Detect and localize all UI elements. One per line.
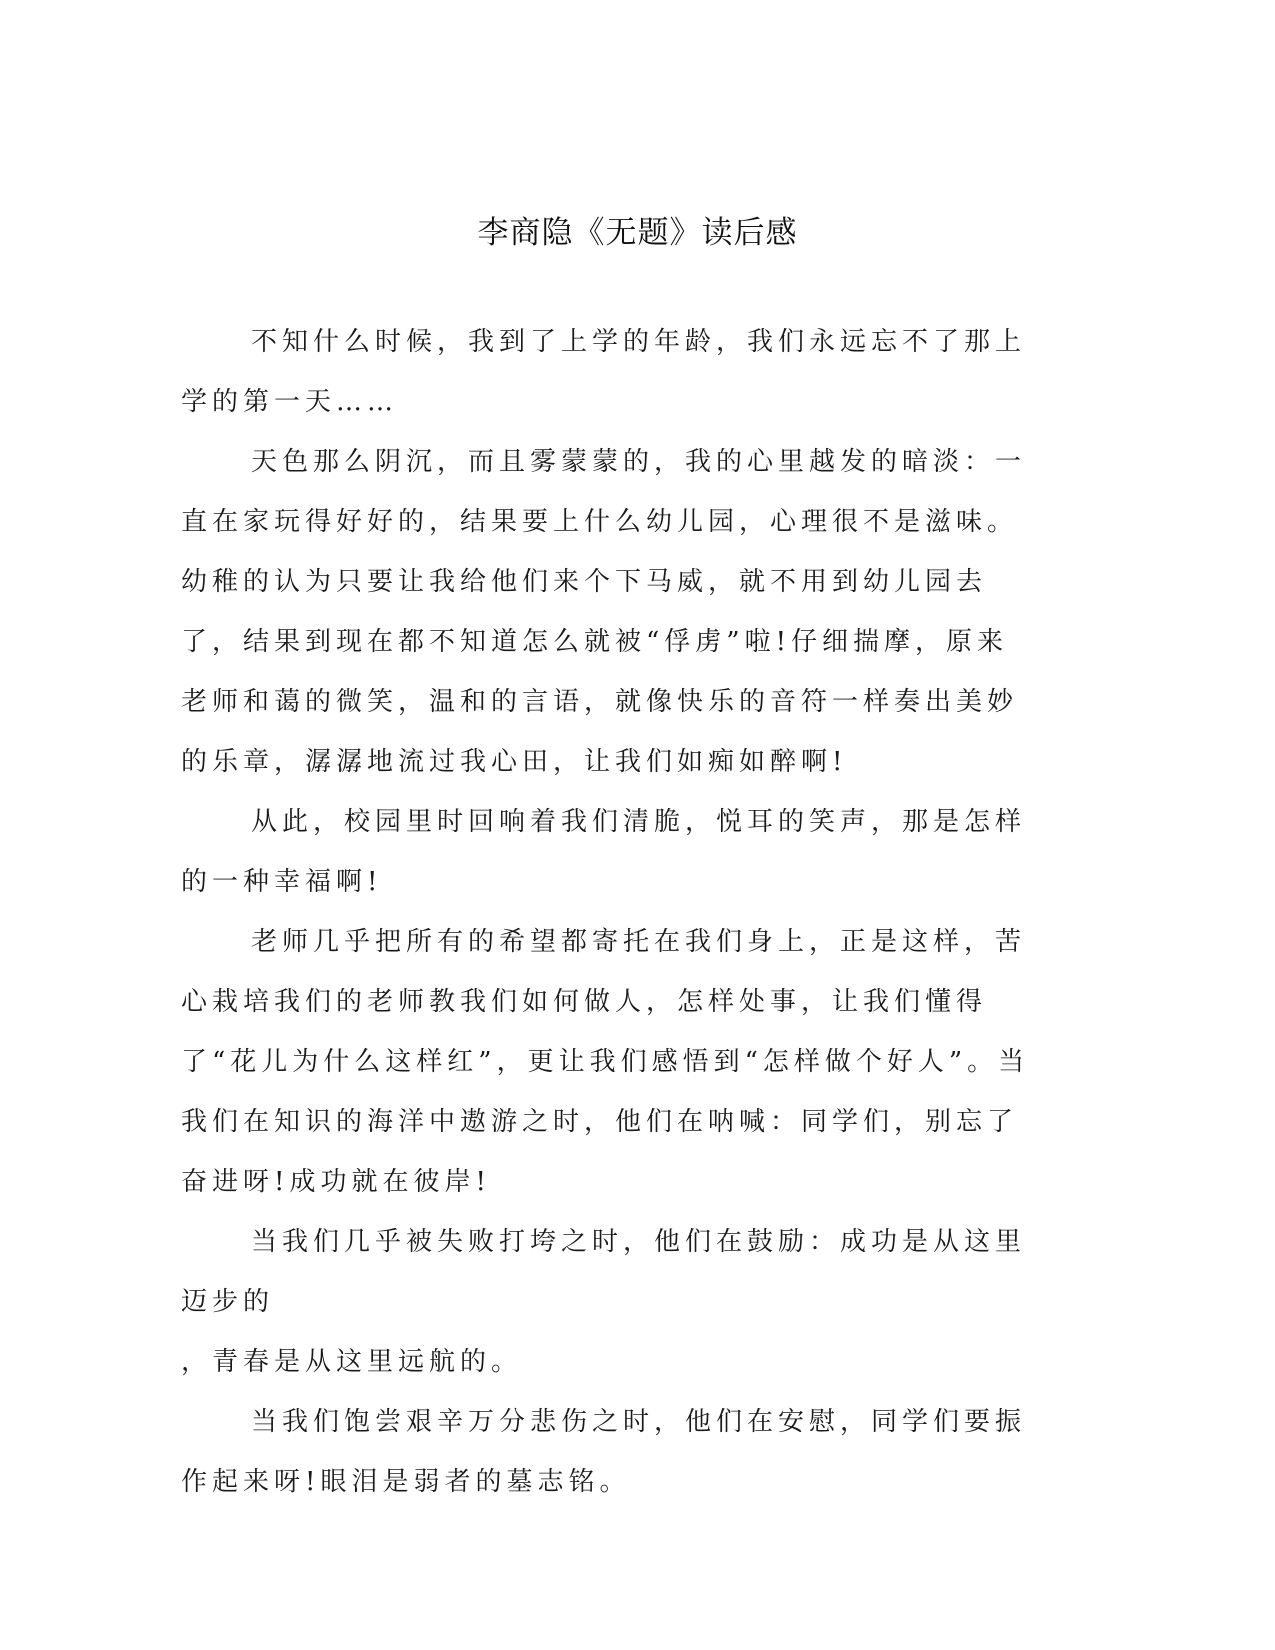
document-body <box>181 312 1031 1512</box>
document-title: 李商隐《无题》读后感 <box>477 215 798 251</box>
paragraph-7: 当我们饱尝艰辛万分悲伤之时，他们在安慰，同学们要振作起来呀!眼泪是弱者的墓志铭。 <box>181 1407 1027 1497</box>
paragraph-2: 天色那么阴沉，而且雾蒙蒙的，我的心里越发的暗淡：一直在家玩得好好的，结果要上什么幼儿园，心理很不是滋味。幼稚的认为只要让我给他们来个下马威，就不用到幼儿园去了，结果到现在都不知道怎么就被“俘虏”啦!仔细揣摩，原来老师和蔼的微笑，温和的言语，就像快乐的音符一样奏出美妙的乐章，潺潺地流过我心田，让我们如痴如醉啊! <box>181 447 1027 777</box>
paragraph-4: 老师几乎把所有的希望都寄托在我们身上，正是这样，苦心栽培我们的老师教我们如何做人，怎样处事，让我们懂得了“花儿为什么这样红”，更让我们感悟到“怎样做个好人”。当我们在知识的海洋中遨游之时，他们在呐喊：同学们，别忘了奋进呀!成功就在彼岸! <box>181 927 1030 1197</box>
paragraph-5: 当我们几乎被失败打垮之时，他们在鼓励：成功是从这里迈步的 <box>181 1227 1027 1317</box>
paragraph-1: 不知什么时候，我到了上学的年龄，我们永远忘不了那上学的第一天…… <box>181 327 1027 417</box>
paragraph-3: 从此，校园里时回响着我们清脆，悦耳的笑声，那是怎样的一种幸福啊! <box>181 807 1027 897</box>
paragraph-6: ，青春是从这里远航的。 <box>181 1347 523 1377</box>
